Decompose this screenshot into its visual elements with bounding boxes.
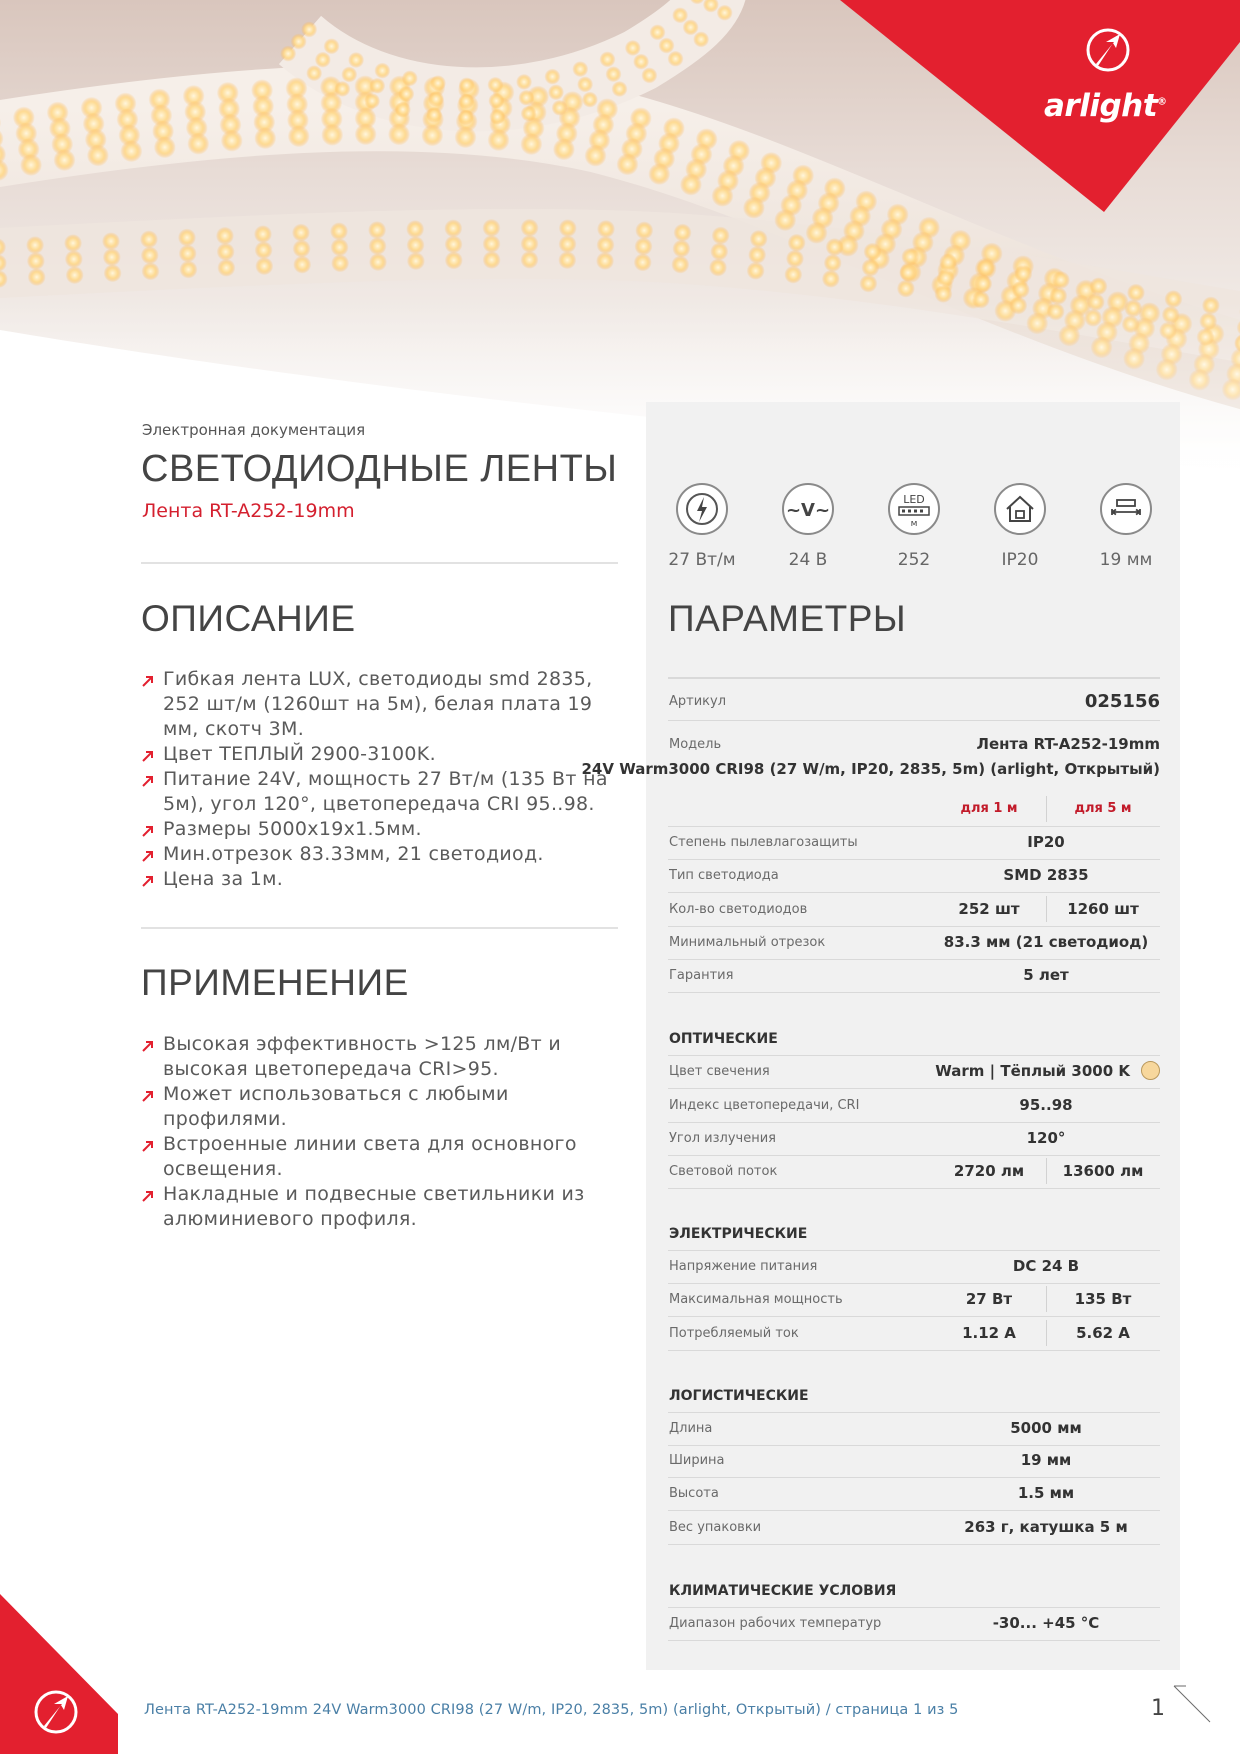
param-value: 95..98 [1019,1096,1073,1114]
param-value-5m: 135 Вт [1074,1290,1132,1308]
corner-fold-icon [1172,1684,1212,1724]
param-value: Warm | Тёплый 3000 K [935,1062,1130,1080]
column-divider [1046,896,1047,922]
param-value: 1.5 мм [1017,1484,1075,1502]
param-value: IP20 [1027,833,1065,851]
param-value-5m: 5.62 А [1076,1324,1130,1342]
led-count-icon [887,482,941,536]
param-label: Длина [669,1421,713,1436]
arrow-bullet-icon [142,1140,154,1152]
param-value-1m: 1.12 А [962,1324,1016,1342]
column-divider [1046,1286,1047,1312]
model-name: Лента RT-A252-19mm [976,735,1160,753]
feature-protection: IP20 [970,482,1070,570]
list-item: Размеры 5000x19x1.5мм. [142,817,618,842]
param-label: Минимальный отрезок [669,935,826,950]
group-title-electrical: ЭЛЕКТРИЧЕСКИЕ [669,1226,808,1242]
row-divider [668,892,1160,893]
page-title: СВЕТОДИОДНЫЕ ЛЕНТЫ [141,448,618,490]
application-list [142,1032,620,1232]
list-item: Может использоваться с любыми профилями. [142,1082,620,1132]
param-value: 263 г, катушка 5 м [964,1518,1128,1536]
brand-wordmark: arlight® [1044,88,1167,124]
row-divider [668,826,1160,827]
row-divider [668,1155,1160,1156]
arrow-bullet-icon [142,1190,154,1202]
param-value-1m: 27 Вт [965,1290,1013,1308]
param-label: Световой поток [669,1164,778,1179]
param-value-1m: 252 шт [958,900,1020,918]
row-divider [668,1250,1160,1251]
doc-label: Электронная документация [142,421,366,439]
row-divider [668,926,1160,927]
param-label: Индекс цветопередачи, CRI [669,1098,860,1113]
group-title-optical: ОПТИЧЕСКИЕ [669,1031,778,1047]
divider [141,927,618,929]
arrow-bullet-icon [142,825,154,837]
param-value-5m: 13600 лм [1062,1162,1144,1180]
param-label: Цвет свечения [669,1064,770,1079]
column-divider [1046,1158,1047,1184]
row-divider [668,959,1160,960]
row-divider [668,859,1160,860]
param-label: Модель [669,737,722,752]
per-5m-header: для 5 м [1074,801,1132,816]
row-divider [668,1607,1160,1608]
list-item: Встроенные линии света для основного освещения. [142,1132,620,1182]
voltage-icon [781,482,835,536]
list-item: Мин.отрезок 83.33мм, 21 светодиод. [142,842,618,867]
param-label: Диапазон рабочих температур [669,1616,882,1631]
description-heading: ОПИСАНИЕ [141,598,356,639]
param-value: 120° [1026,1129,1066,1147]
row-divider [668,1477,1160,1478]
arrow-bullet-icon [142,775,154,787]
column-divider [1046,796,1047,822]
row-divider [668,1445,1160,1446]
feature-power: 27 Вт/м [652,482,752,570]
row-divider [668,1510,1160,1511]
row-divider [668,1640,1160,1641]
model-full-name: 24V Warm3000 CRI98 (27 W/m, IP20, 2835, 5m) (arlight, Открытый) [581,760,1160,778]
list-item: Цена за 1м. [142,867,618,892]
application-heading: ПРИМЕНЕНИЕ [141,962,409,1003]
param-label: Степень пылевлагозащиты [669,835,858,850]
param-value: DC 24 В [1012,1257,1080,1275]
param-label: Максимальная мощность [669,1292,843,1307]
row-divider [668,1188,1160,1189]
param-label: Высота [669,1486,719,1501]
page-number: 1 [1151,1696,1165,1721]
indoor-icon [993,482,1047,536]
list-item: Гибкая лента LUX, светодиоды smd 2835, 252 шт/м (1260шт на 5м), белая плата 19 мм, скотч 3M. [142,667,618,742]
arrow-bullet-icon [142,675,154,687]
row-divider [668,1412,1160,1413]
param-value: 83.3 мм (21 светодиод) [943,933,1149,951]
row-divider [668,1122,1160,1123]
param-value: SMD 2835 [1003,866,1089,884]
svg-text:~V~: ~V~ [785,500,831,521]
list-item: Цвет ТЕПЛЫЙ 2900-3100K. [142,742,618,767]
feature-led-count: LED м 252 [864,482,964,570]
description-list [142,667,618,892]
divider [141,562,618,564]
param-value: 5000 мм [1010,1419,1082,1437]
param-label: Тип светодиода [669,868,779,883]
param-label: Потребляемый ток [669,1326,799,1341]
param-value-1m: 2720 лм [953,1162,1025,1180]
list-item: Питание 24V, мощность 27 Вт/м (135 Вт на 5м), угол 120°, цветопередача CRI 95..98. [142,767,618,817]
arrow-bullet-icon [142,750,154,762]
parameters-heading: ПАРАМЕТРЫ [668,598,907,639]
row-divider [668,1350,1160,1351]
group-title-climate: КЛИМАТИЧЕСКИЕ УСЛОВИЯ [669,1583,897,1599]
color-swatch [1141,1061,1160,1080]
brand-logo[interactable] [840,0,1240,212]
param-value: 19 мм [1020,1451,1072,1469]
row-divider [668,1088,1160,1089]
param-value-5m: 1260 шт [1067,900,1139,918]
param-label: Ширина [669,1453,725,1468]
column-divider [1046,1320,1047,1346]
row-divider [668,1544,1160,1545]
list-item: Высокая эффективность >125 лм/Вт и высокая цветопередача CRI>95. [142,1032,620,1082]
arrow-bullet-icon [142,1040,154,1052]
param-label: Вес упаковки [669,1520,762,1535]
group-title-logistic: ЛОГИСТИЧЕСКИЕ [669,1388,809,1404]
feature-voltage: ~V~ 24 В [758,482,858,570]
param-label: Гарантия [669,968,734,983]
width-icon [1099,482,1153,536]
divider [668,677,1160,679]
row-divider [668,992,1160,993]
page-subtitle: Лента RT-A252-19mm [142,500,355,522]
param-value: -30... +45 °C [992,1614,1100,1632]
param-label: Артикул [669,694,727,709]
param-label: Кол-во светодиодов [669,902,808,917]
arrow-bullet-icon [142,875,154,887]
param-value: 5 лет [1023,966,1069,984]
param-label: Угол излучения [669,1131,776,1146]
per-1m-header: для 1 м [960,801,1018,816]
feature-width: 19 мм [1076,482,1176,570]
article-number: 025156 [1084,691,1160,712]
arrow-bullet-icon [142,850,154,862]
list-item: Накладные и подвесные светильники из алюминиевого профиля. [142,1182,620,1232]
footer-text: Лента RT-A252-19mm 24V Warm3000 CRI98 (27 W/m, IP20, 2835, 5m) (arlight, Открытый) / страница 1 из 5 [144,1702,959,1718]
svg-text:м: м [910,519,918,529]
row-divider [668,1283,1160,1284]
arrow-bullet-icon [142,1090,154,1102]
row-divider [668,1316,1160,1317]
svg-text:LED: LED [903,493,925,506]
footer-brand-corner [0,1594,118,1754]
row-divider [668,1055,1160,1056]
param-label: Напряжение питания [669,1259,818,1274]
power-icon [675,482,729,536]
row-divider [668,720,1160,721]
